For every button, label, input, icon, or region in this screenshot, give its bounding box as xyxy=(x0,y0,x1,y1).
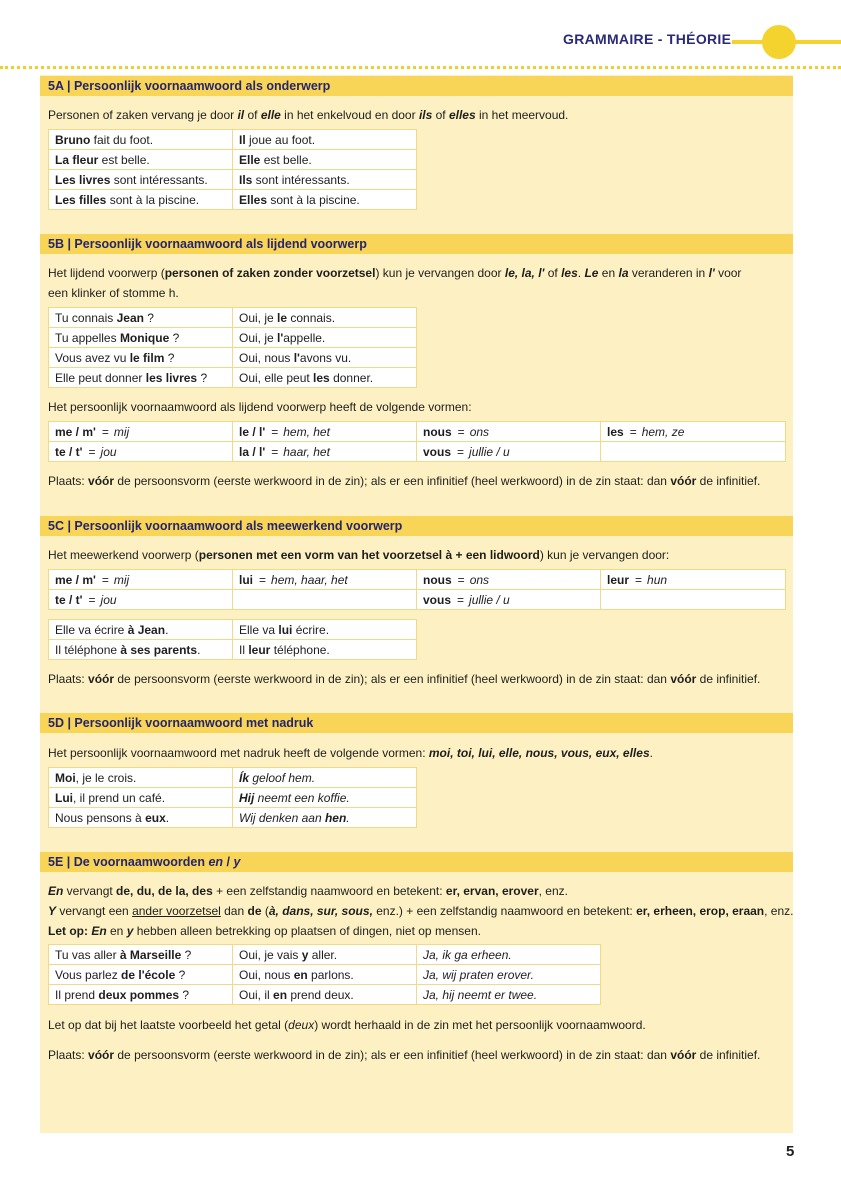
table-row xyxy=(49,190,417,210)
table-row xyxy=(49,328,417,348)
table-row xyxy=(49,808,417,828)
table-cell: Hij neemt een koffie. xyxy=(233,788,417,808)
section-5e-title: 5E | De voornaamwoorden en / y xyxy=(40,852,793,872)
table-cell: Bruno fait du foot. xyxy=(49,130,233,150)
dotted-divider xyxy=(0,66,841,69)
table-cell: Elle va lui écrire. xyxy=(233,620,417,640)
section-5c-title: 5C | Persoonlijk voornaamwoord als meewerkend voorwerp xyxy=(40,516,793,536)
page-number: 5 xyxy=(786,1143,795,1160)
table-cell: te / t' = jou xyxy=(49,590,233,610)
table-row xyxy=(49,442,786,462)
table-row xyxy=(49,348,417,368)
table-cell: La fleur est belle. xyxy=(49,150,233,170)
header-accent-dot xyxy=(762,25,796,59)
table-cell: Vous parlez de l'école ? xyxy=(49,965,233,985)
section-5e-explanation: En vervangt de, du, de la, des + een zelfstandig naamwoord en betekent: er, ervan, erover, enz. Y vervangt een ander voorzetsel dan de (à, dans, sur, sous, enz.) + een zelfstandig naamwoord en betekent: er, erheen, erop, eraan, enz. Let op: En en y hebben alleen betrekking op plaatsen of dingen, niet op mensen. xyxy=(48,884,794,938)
section-5b-forms-table xyxy=(48,421,786,462)
table-row xyxy=(49,640,417,660)
table-cell: lui = hem, haar, het xyxy=(233,570,417,590)
table-row xyxy=(49,368,417,388)
section-5c-intro: Het meewerkend voorwerp (personen met een vorm van het voorzetsel à + een lidwoord) kun je vervangen door: xyxy=(48,548,670,562)
section-5a-intro: Personen of zaken vervang je door il of elle in het enkelvoud en door ils of elles in het meervoud. xyxy=(48,108,569,122)
table-cell: Vous avez vu le film ? xyxy=(49,348,233,368)
section-5d-table xyxy=(48,767,417,828)
table-row xyxy=(49,985,601,1005)
table-cell: Elle est belle. xyxy=(233,150,417,170)
table-cell: Elles sont à la piscine. xyxy=(233,190,417,210)
table-cell: Moi, je le crois. xyxy=(49,768,233,788)
table-cell: Ík geloof hem. xyxy=(233,768,417,788)
table-cell: Elle peut donner les livres ? xyxy=(49,368,233,388)
table-cell: Lui, il prend un café. xyxy=(49,788,233,808)
table-cell: Tu vas aller à Marseille ? xyxy=(49,945,233,965)
table-row xyxy=(49,768,417,788)
table-cell: Il leur téléphone. xyxy=(233,640,417,660)
table-row xyxy=(49,620,417,640)
section-5b-title: 5B | Persoonlijk voornaamwoord als lijdend voorwerp xyxy=(40,234,793,254)
section-5c-forms-table xyxy=(48,569,786,610)
section-5b-examples-table xyxy=(48,307,417,388)
table-cell: Oui, nous l'avons vu. xyxy=(233,348,417,368)
section-5d-title: 5D | Persoonlijk voornaamwoord met nadruk xyxy=(40,713,793,733)
table-cell: Oui, il en prend deux. xyxy=(233,985,417,1005)
section-5c-examples-table xyxy=(48,619,417,660)
table-cell: me / m' = mij xyxy=(49,570,233,590)
section-5b-plaats: Plaats: vóór de persoonsvorm (eerste werkwoord in de zin); als er een infinitief (heel werkwoord) in de zin staat: dan vóór de infinitief. xyxy=(48,474,761,488)
table-cell: Oui, nous en parlons. xyxy=(233,965,417,985)
table-row xyxy=(49,422,786,442)
section-5a-title: 5A | Persoonlijk voornaamwoord als onderwerp xyxy=(40,76,793,96)
table-cell: vous = jullie / u xyxy=(417,590,601,610)
table-cell: Oui, je le connais. xyxy=(233,308,417,328)
table-cell xyxy=(233,590,417,610)
table-cell: la / l' = haar, het xyxy=(233,442,417,462)
section-5e-note: Let op dat bij het laatste voorbeeld het getal (deux) wordt herhaald in de zin met het persoonlijk voornaamwoord. xyxy=(48,1018,646,1032)
table-cell: Nous pensons à eux. xyxy=(49,808,233,828)
table-row xyxy=(49,788,417,808)
table-row xyxy=(49,308,417,328)
table-cell: Il prend deux pommes ? xyxy=(49,985,233,1005)
section-5e-plaats: Plaats: vóór de persoonsvorm (eerste werkwoord in de zin); als er een infinitief (heel werkwoord) in de zin staat: dan vóór de infinitief. xyxy=(48,1048,761,1062)
table-cell: le / l' = hem, het xyxy=(233,422,417,442)
table-cell xyxy=(601,442,786,462)
table-cell: Les livres sont intéressants. xyxy=(49,170,233,190)
table-row xyxy=(49,150,417,170)
table-cell: Ils sont intéressants. xyxy=(233,170,417,190)
page-header-title: GRAMMAIRE - THÉORIE xyxy=(563,31,732,47)
table-cell: nous = ons xyxy=(417,422,601,442)
table-cell: leur = hun xyxy=(601,570,786,590)
table-row xyxy=(49,590,786,610)
section-5d-intro: Het persoonlijk voornaamwoord met nadruk heeft de volgende vormen: moi, toi, lui, elle, nous, vous, eux, elles. xyxy=(48,746,653,760)
table-cell: Oui, je l'appelle. xyxy=(233,328,417,348)
table-cell xyxy=(601,590,786,610)
table-row xyxy=(49,130,417,150)
table-cell: te / t' = jou xyxy=(49,442,233,462)
table-cell: Elle va écrire à Jean. xyxy=(49,620,233,640)
table-cell: Oui, je vais y aller. xyxy=(233,945,417,965)
table-cell: Oui, elle peut les donner. xyxy=(233,368,417,388)
table-cell: Ja, hij neemt er twee. xyxy=(417,985,601,1005)
table-cell: me / m' = mij xyxy=(49,422,233,442)
table-cell: Les filles sont à la piscine. xyxy=(49,190,233,210)
table-row xyxy=(49,945,601,965)
table-row xyxy=(49,170,417,190)
table-cell: Il joue au foot. xyxy=(233,130,417,150)
table-cell: Tu appelles Monique ? xyxy=(49,328,233,348)
section-5e-table xyxy=(48,944,601,1005)
table-cell: Il téléphone à ses parents. xyxy=(49,640,233,660)
table-cell: Ja, ik ga erheen. xyxy=(417,945,601,965)
table-row xyxy=(49,570,786,590)
section-5b-intro: Het lijdend voorwerp (personen of zaken zonder voorzetsel) kun je vervangen door le, la, l' of les. Le en la veranderen in l' voor een klinker of stomme h. xyxy=(48,266,742,300)
table-row xyxy=(49,965,601,985)
table-cell: Tu connais Jean ? xyxy=(49,308,233,328)
section-5b-forms-intro: Het persoonlijk voornaamwoord als lijdend voorwerp heeft de volgende vormen: xyxy=(48,400,472,414)
section-5a-table xyxy=(48,129,417,210)
table-cell: les = hem, ze xyxy=(601,422,786,442)
table-cell: Ja, wij praten erover. xyxy=(417,965,601,985)
table-cell: nous = ons xyxy=(417,570,601,590)
table-cell: vous = jullie / u xyxy=(417,442,601,462)
section-5c-plaats: Plaats: vóór de persoonsvorm (eerste werkwoord in de zin); als er een infinitief (heel werkwoord) in de zin staat: dan vóór de infinitief. xyxy=(48,672,761,686)
table-cell: Wij denken aan hen. xyxy=(233,808,417,828)
